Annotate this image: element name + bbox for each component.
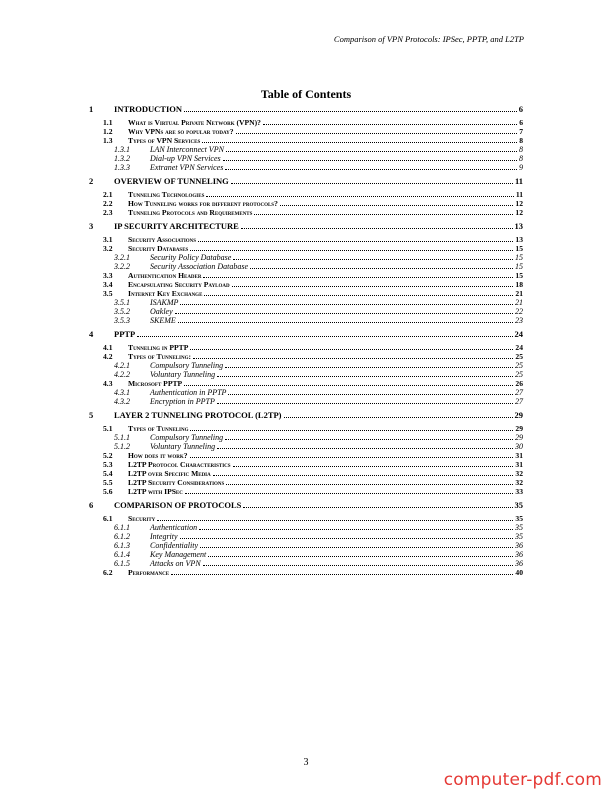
dot-leader [203,277,513,278]
toc-entry[interactable] [89,280,523,289]
toc-entry[interactable] [89,145,523,154]
toc-entry[interactable] [89,127,523,136]
toc-entry[interactable] [89,433,523,442]
toc-entry[interactable] [89,397,523,406]
toc-entry-page: 11 [514,176,523,186]
dot-leader [190,349,513,350]
toc-entry-page: 24 [515,343,523,352]
dot-leader [180,538,513,539]
toc-entry-title: Dial-up VPN Services [150,154,221,163]
toc-entry-title: LAYER 2 TUNNELING PROTOCOL (L2TP) [114,410,282,420]
toc-entry-page: 12 [515,199,523,208]
toc-entry-number: 4.1 [103,343,113,352]
toc-entry-number: 6.1.5 [114,559,130,568]
toc-entry[interactable] [89,235,523,244]
toc-entry-number: 1.3.3 [114,163,130,172]
toc-entry-page: 32 [515,469,523,478]
toc-entry[interactable] [89,478,523,487]
toc-entry-title: LAN Interconnect VPN [150,145,224,154]
toc-entry[interactable] [89,190,523,199]
table-of-contents [89,104,523,577]
dot-leader [280,205,514,206]
toc-entry-page: 21 [515,289,523,298]
dot-leader [204,295,513,296]
toc-entry-title: L2TP with IPSec [128,487,183,496]
toc-entry[interactable] [89,118,523,127]
toc-entry-title: How does it work? [128,451,188,460]
toc-entry-number: 6.1.3 [114,541,130,550]
toc-entry[interactable] [89,442,523,451]
toc-entry-page: 13 [515,235,523,244]
toc-entry[interactable] [89,176,523,186]
toc-entry[interactable] [89,550,523,559]
toc-entry-title: Integrity [150,532,178,541]
toc-entry-title: OVERVIEW OF TUNNELING [114,176,229,186]
toc-entry[interactable] [89,523,523,532]
toc-entry-title: Authentication in PPTP [150,388,227,397]
toc-entry-page: 15 [515,262,523,271]
toc-entry-title: COMPARISON OF PROTOCOLS [114,500,242,510]
toc-entry-number: 5.1.1 [114,433,130,442]
toc-entry-title: Voluntary Tunneling [150,442,216,451]
toc-entry-title: ISAKMP [150,298,179,307]
dot-leader [208,556,513,557]
toc-entry-title: Compulsory Tunneling [150,361,224,370]
toc-entry-title: Compulsory Tunneling [150,433,224,442]
toc-entry-number: 6.1.2 [114,532,130,541]
toc-entry-title: Tunneling in PPTP [128,343,189,352]
toc-entry-title: Types of Tunneling: [128,352,191,361]
toc-entry-number: 1.3 [103,136,113,145]
toc-entry-page: 29 [515,424,523,433]
dot-leader [233,259,513,260]
toc-entry-page: 36 [515,550,523,559]
toc-entry-number: 4.2.1 [114,361,130,370]
dot-leader [171,574,513,575]
toc-entry-number: 6.1.1 [114,523,130,532]
toc-entry-title: Types of VPN Services [128,136,201,145]
toc-entry-title: Security Associations [128,235,197,244]
toc-entry-page: 13 [514,221,523,231]
toc-entry-title: L2TP Protocol Characteristics [128,460,231,469]
toc-entry[interactable] [89,469,523,478]
toc-entry-number: 3.2 [103,244,113,253]
toc-entry-page: 15 [515,244,523,253]
dot-leader [202,142,517,143]
toc-entry-title: INTRODUCTION [114,104,183,114]
toc-entry-page: 24 [514,329,523,339]
toc-entry[interactable] [89,307,523,316]
toc-entry-number: 5.4 [103,469,113,478]
dot-leader [226,151,517,152]
toc-entry[interactable] [89,532,523,541]
toc-entry-number: 6 [89,500,94,510]
dot-leader [223,160,517,161]
dot-leader [213,475,514,476]
dot-leader [200,547,513,548]
toc-entry[interactable] [89,329,523,339]
running-header: Comparison of VPN Protocols: IPSec, PPTP, and L2TP [333,34,524,44]
toc-entry[interactable] [89,208,523,217]
toc-entry-title: Extranet VPN Services [150,163,224,172]
toc-entry-number: 4.3.2 [114,397,130,406]
toc-entry-title: L2TP over Specific Media [128,469,211,478]
toc-entry-number: 1.3.1 [114,145,130,154]
toc-entry-number: 3.3 [103,271,113,280]
toc-entry-number: 6.2 [103,568,113,577]
toc-entry-number: 2.1 [103,190,113,199]
toc-entry[interactable] [89,379,523,388]
toc-entry[interactable] [89,104,523,114]
dot-leader [250,268,513,269]
dot-leader [284,417,513,418]
toc-entry-page: 35 [515,532,523,541]
toc-entry-title: IP SECURITY ARCHITECTURE [114,221,239,231]
dot-leader [217,448,513,449]
dot-leader [233,466,514,467]
toc-entry-number: 3.5.3 [114,316,130,325]
toc-entry[interactable] [89,298,523,307]
dot-leader [198,241,513,242]
toc-entry[interactable] [89,500,523,510]
dot-leader [193,358,513,359]
toc-entry-title: Authentication [150,523,198,532]
toc-entry-number: 5.3 [103,460,113,469]
toc-entry-number: 4.3 [103,379,113,388]
toc-entry[interactable] [89,410,523,420]
toc-entry-page: 11 [515,190,523,199]
toc-entry-number: 5 [89,410,94,420]
toc-entry-title: Confidentiality [150,541,198,550]
toc-entry-title: Performance [128,568,170,577]
toc-entry-number: 4 [89,329,94,339]
dot-leader [231,183,513,184]
toc-entry-page: 25 [515,361,523,370]
dot-leader [190,457,514,458]
toc-entry-page: 40 [515,568,523,577]
toc-entry[interactable] [89,244,523,253]
toc-entry-title: Encryption in PPTP [150,397,215,406]
toc-entry-page: 6 [519,118,523,127]
toc-entry-title: Microsoft PPTP [128,379,183,388]
toc-entry[interactable] [89,568,523,577]
toc-entry-number: 5.1.2 [114,442,130,451]
dot-leader [241,228,513,229]
toc-entry-page: 22 [515,307,523,316]
dot-leader [180,304,513,305]
toc-entry-title: Security Association Database [150,262,249,271]
toc-entry[interactable] [89,343,523,352]
toc-entry-page: 9 [519,163,523,172]
toc-entry-page: 23 [515,316,523,325]
dot-leader [137,336,512,337]
toc-entry-title: PPTP [114,329,136,339]
toc-entry-title: Attacks on VPN [150,559,201,568]
toc-entry-number: 3 [89,221,94,231]
dot-leader [226,484,513,485]
dot-leader [225,367,513,368]
toc-entry-number: 5.1 [103,424,113,433]
toc-entry[interactable] [89,221,523,231]
toc-entry-title: Security [128,514,156,523]
toc-entry[interactable] [89,388,523,397]
toc-entry-number: 2.3 [103,208,113,217]
dot-leader [185,493,514,494]
toc-entry[interactable] [89,487,523,496]
dot-leader [199,529,513,530]
toc-entry-title: L2TP Security Considerations [128,478,225,487]
toc-entry[interactable] [89,136,523,145]
toc-entry-number: 1.3.2 [114,154,130,163]
toc-entry-page: 35 [515,514,523,523]
toc-entry-page: 36 [515,559,523,568]
dot-leader [236,133,518,134]
toc-entry-number: 3.1 [103,235,113,244]
toc-entry-number: 5.6 [103,487,113,496]
toc-entry-number: 1 [89,104,94,114]
toc-entry[interactable] [89,352,523,361]
toc-entry[interactable] [89,559,523,568]
toc-entry-number: 6.1.4 [114,550,130,559]
toc-entry[interactable] [89,289,523,298]
toc-entry-page: 8 [519,145,523,154]
toc-entry[interactable] [89,154,523,163]
toc-entry-page: 31 [515,451,523,460]
dot-leader [225,439,513,440]
toc-entry-title: Tunneling Technologies [128,190,205,199]
toc-entry-page: 27 [515,388,523,397]
toc-entry-number: 4.3.1 [114,388,130,397]
toc-entry-number: 2 [89,176,94,186]
dot-leader [184,111,517,112]
toc-entry-page: 15 [515,253,523,262]
toc-entry-title: Key Management [150,550,207,559]
dot-leader [203,565,513,566]
toc-entry-page: 32 [515,478,523,487]
toc-entry-page: 30 [515,442,523,451]
toc-entry-page: 18 [515,280,523,289]
toc-entry[interactable] [89,424,523,433]
toc-entry[interactable] [89,370,523,379]
toc-entry-page: 29 [515,433,523,442]
toc-entry-number: 1.2 [103,127,113,136]
toc-entry-title: SKEME [150,316,176,325]
toc-entry[interactable] [89,163,523,172]
toc-entry-title: Internet Key Exchange [128,289,203,298]
toc-entry-page: 7 [519,127,523,136]
toc-entry-page: 35 [515,523,523,532]
toc-entry-page: 27 [515,397,523,406]
dot-leader [217,403,513,404]
toc-entry[interactable] [89,271,523,280]
dot-leader [254,214,513,215]
toc-entry[interactable] [89,451,523,460]
toc-entry-page: 8 [519,154,523,163]
toc-entry-title: Why VPNs are so popular today? [128,127,234,136]
toc-entry-title: Encapsulating Security Payload [128,280,230,289]
toc-entry-number: 5.2 [103,451,113,460]
toc-entry-page: 33 [515,487,523,496]
toc-entry-number: 3.5.2 [114,307,130,316]
toc-entry-number: 3.5 [103,289,113,298]
dot-leader [184,385,513,386]
toc-entry-title: Security Policy Database [150,253,232,262]
toc-entry-number: 4.2.2 [114,370,130,379]
toc-entry-page: 6 [518,104,523,114]
toc-entry-title: Authentication Header [128,271,202,280]
toc-entry[interactable] [89,262,523,271]
dot-leader [178,322,513,323]
dot-leader [228,394,513,395]
toc-entry-title: How Tunneling works for different protocols? [128,199,278,208]
dot-leader [225,169,517,170]
toc-entry-page: 21 [515,298,523,307]
toc-entry-number: 1.1 [103,118,113,127]
toc-entry-title: Tunneling Protocols and Requirements [128,208,253,217]
toc-entry[interactable] [89,460,523,469]
toc-entry-page: 36 [515,541,523,550]
toc-entry-title: Oakley [150,307,173,316]
dot-leader [206,196,513,197]
watermark-logo: computer-pdf.com [443,770,602,790]
dot-leader [263,124,517,125]
toc-entry-number: 2.2 [103,199,113,208]
toc-entry-number: 4.2 [103,352,113,361]
dot-leader [217,376,513,377]
toc-entry[interactable] [89,541,523,550]
toc-entry-title: Types of Tunneling [128,424,189,433]
toc-entry-page: 8 [519,136,523,145]
toc-entry-page: 26 [515,379,523,388]
toc-entry-page: 12 [515,208,523,217]
toc-entry-title: Security Databases [128,244,189,253]
toc-entry[interactable] [89,514,523,523]
toc-entry-number: 3.4 [103,280,113,289]
toc-entry-number: 3.5.1 [114,298,130,307]
page-number: 3 [303,757,309,768]
toc-entry-page: 25 [515,370,523,379]
toc-entry-number: 5.5 [103,478,113,487]
toc-entry-number: 3.2.1 [114,253,130,262]
toc-entry[interactable] [89,361,523,370]
toc-entry[interactable] [89,199,523,208]
toc-entry-page: 35 [514,500,523,510]
toc-entry-title: What is Virtual Private Network (VPN)? [128,118,261,127]
toc-entry-page: 25 [515,352,523,361]
toc-entry-number: 6.1 [103,514,113,523]
dot-leader [243,507,512,508]
toc-heading: Table of Contents [260,87,352,101]
toc-entry-page: 31 [515,460,523,469]
toc-entry-page: 29 [514,410,523,420]
toc-entry[interactable] [89,253,523,262]
dot-leader [190,430,513,431]
toc-entry[interactable] [89,316,523,325]
toc-entry-number: 3.2.2 [114,262,130,271]
dot-leader [190,250,513,251]
dot-leader [157,520,513,521]
dot-leader [232,286,514,287]
toc-entry-title: Voluntary Tunneling [150,370,216,379]
dot-leader [175,313,513,314]
toc-entry-page: 15 [515,271,523,280]
